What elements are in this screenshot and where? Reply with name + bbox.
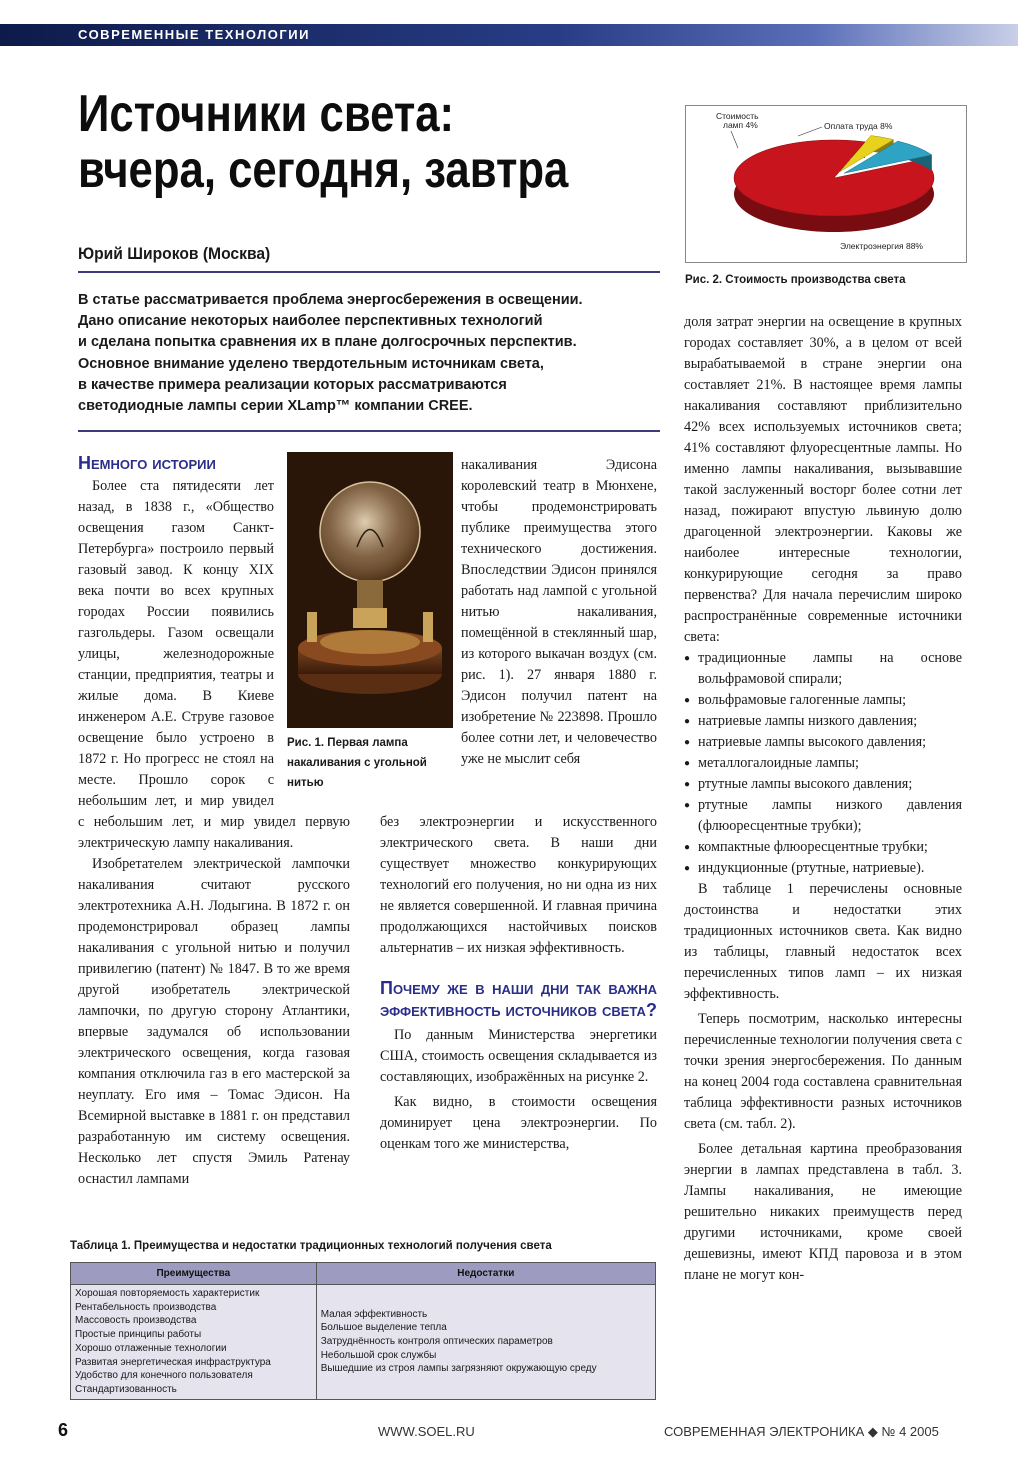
section-heading-efficiency: Почему же в наши дни так важна эффективность источников света? [380,978,657,1020]
lamp-illustration [287,452,453,728]
diamond-icon: ◆ [867,1424,882,1439]
article-author: Юрий Широков (Москва) [78,244,271,263]
cost-pie-chart [685,105,967,263]
section-header-label: СОВРЕМЕННЫЕ ТЕХНОЛОГИИ [78,27,310,42]
column2-paragraph-2: По данным Министерства энергетики США, стоимость освещения складывается из составляющих, изображённых на рисунке 2. [380,1027,657,1085]
table1-title: Таблица 1. Преимущества и недостатки традиционных технологий получения света [70,1240,552,1252]
figure2-caption: Рис. 2. Стоимость производства света [685,274,906,286]
abstract-divider [78,430,660,432]
footer-journal: СОВРЕМЕННАЯ ЭЛЕКТРОНИКА [664,1424,865,1439]
table1-header-advantages: Преимущества [71,1263,317,1285]
pie-leader-lamps [731,131,738,148]
page-number: 6 [58,1420,69,1440]
table1-header-row [71,1263,656,1285]
footer-issue: № 4 2005 [881,1424,939,1439]
light-source-item: ● ртутные лампы низкого давления (флюоресцентные трубки); [684,795,962,837]
table1-advantages-cell: Хорошая повторяемость характеристик Рентабельность производства Массовость производства Простые принципы работы Хорошо отлаженные технологии Развитая энергетическая инфраструктура Удобство для конечного пользователя Стандартизованность [71,1285,317,1400]
light-source-item: ● компактные флюоресцентные трубки; [684,837,962,858]
light-sources-list [684,648,962,879]
column3-paragraph-1: доля затрат энергии на освещение в крупных городах составляет 30%, а в целом от всей вырабатываемой в стране энергии она составляет 21%. В настоящее время лампы накаливания составляют приблизительно 42% всех используемых источников света; 41% составляют флуоресцентные лампы. Но именно лампы накаливания, вызывавшие такой заслуженный восторг более сотни лет назад, пожирают впустую львиную долю драгоценной электроэнергии. Каковы же наиболее интересные технологии, конкурирующие сегодня за право первенства? Для начала перечислим широко распространённые современные источники света: [684,314,962,645]
history-paragraph-1-end: с небольшим лет, и мир увидел первую электрическую лампу накаливания. [78,814,350,851]
pie-leader-labor [798,127,822,136]
section-heading-history: Немного истории [78,453,216,473]
table1-header-disadvantages: Недостатки [316,1263,655,1285]
column2-text-narrow [461,455,657,812]
article-abstract: В статье рассматривается проблема энергосбережения в освещении. Дано описание некоторых наиболее перспективных технологий и сделана попытка сравнения их в плане долгосрочных перспектив. Основное внимание уделено твердотельным источникам света, в качестве примера реализации которых рассматриваются светодиодные лампы серии XLamp™ компании CREE. [78,292,583,415]
light-source-item: ● индукционные (ртутные, натриевые). [684,858,962,879]
pie-label-lamps: Стоимость [716,111,759,121]
column3-paragraph-4: Более детальная картина преобразования энергии в лампах представлена в табл. 3. Лампы накаливания, не имеющие решительно никаких преимуществ перед другими источниками, кроме своей дешевизны, имеют КПД паровоза и в этом плане не могут кон- [684,1141,962,1283]
pie-chart-svg [686,106,966,262]
section-header-bar [0,24,1018,46]
column2-paragraph-3: Как видно, в стоимости освещения доминирует цена электроэнергии. По оценкам того же министерства, [380,1094,657,1152]
light-source-item: ● традиционные лампы на основе вольфрамовой спирали; [684,648,962,690]
figure1-lamp-photo [287,452,453,728]
figure1-caption: Рис. 1. Первая лампа накаливания с угольной нитью [287,737,427,789]
footer-website: WWW.SOEL.RU [378,1424,475,1439]
column2-text-wide [380,812,657,1155]
column3-paragraph-3: Теперь посмотрим, насколько интересны перечисленные технологии получения света с точки зрения энергосбережения. По данным на конец 2004 года составлена сравнительная таблица эффективности разных источников света (см. табл. 2). [684,1011,962,1132]
table1-disadvantages-cell: Малая эффективность Большое выделение тепла Затруднённость контроля оптических параметров Небольшой срок службы Вышедшие из строя лампы загрязняют окружающую среду [316,1285,655,1400]
light-source-item: ● металлогалоидные лампы; [684,753,962,774]
pie-label-lamps-value: ламп 4% [723,120,758,130]
footer-journal-line [664,1424,939,1440]
light-source-item: ● натриевые лампы низкого давления; [684,711,962,732]
history-paragraph-2: Изобретателем электрической лампочки накаливания считают русского электротехника А.Н. Лодыгина. В 1872 г. он продемонстрировал образец лампы накаливания с угольной нитью и получил привилегию (патент) № 1847. В то же время другой изобретатель электрической лампочки, по другую сторону Атлантики, впервые задумался об использовании электрического освещения, когда газовая компания отключила газ в его мастерской за неуплату. Его имя – Томас Эдисон. На Всемирной выставке в 1881 г. он представил разработанную им систему освещения. Несколько лет спустя Эмиль Ратенау оснастил лампами [78,856,350,1187]
light-source-item: ● натриевые лампы высокого давления; [684,732,962,753]
light-source-item: ● ртутные лампы высокого давления; [684,774,962,795]
table1-row [71,1285,656,1400]
history-paragraph-1: Более ста пятидесяти лет назад, в 1838 г., «Общество освещения газом Санкт-Петербурга» построило первый газовый завод. К концу XIX века почти во всех крупных городах России появились газгольдеры. Газом освещали улицы, железнодорожные станции, предприятия, театры и жилые дома. В Киеве инженером А.Е. Струве газовое освещение было устроено в 1872 г. Но прогресс не стоял на месте. Прошло сорок с небольшим лет, и мир увидел [78,478,274,809]
column3-paragraph-2: В таблице 1 перечислены основные достоинства и недостатки этих традиционных источников света. Как видно из таблицы, главный недостаток всех перечисленных типов ламп – их низкая эффективность. [684,881,962,1002]
pie-label-energy: Электроэнергия 88% [840,241,923,251]
column2-paragraph-1-end: без электроэнергии и искусственного электрического света. В наши дни существует множество конкурирующих технологий его получения, но ни одна из них не является совершенной. И главная причина продолжающихся настойчивых поисков альтернатив – их низкая эффективность. [380,814,657,956]
table1 [70,1262,656,1400]
column2-paragraph-1: накаливания Эдисона королевский театр в Мюнхене, чтобы продемонстрировать публике преимущества этого технического достижения. Впоследствии Эдисон принялся работать над лампой с угольной нитью накаливания, помещённой в стеклянный шар, из которого выкачан воздух (см. рис. 1). 27 января 1880 г. Эдисон получил патент на изобретение № 223898. Прошло более сотни лет, и человечество уже не мыслит себя [461,457,657,767]
pie-label-labor: Оплата труда 8% [824,121,893,131]
author-divider [78,271,660,273]
column3-text [684,312,962,1402]
light-source-item: ● вольфрамовые галогенные лампы; [684,690,962,711]
article-title: Источники света: вчера, сегодня, завтра [78,85,569,199]
